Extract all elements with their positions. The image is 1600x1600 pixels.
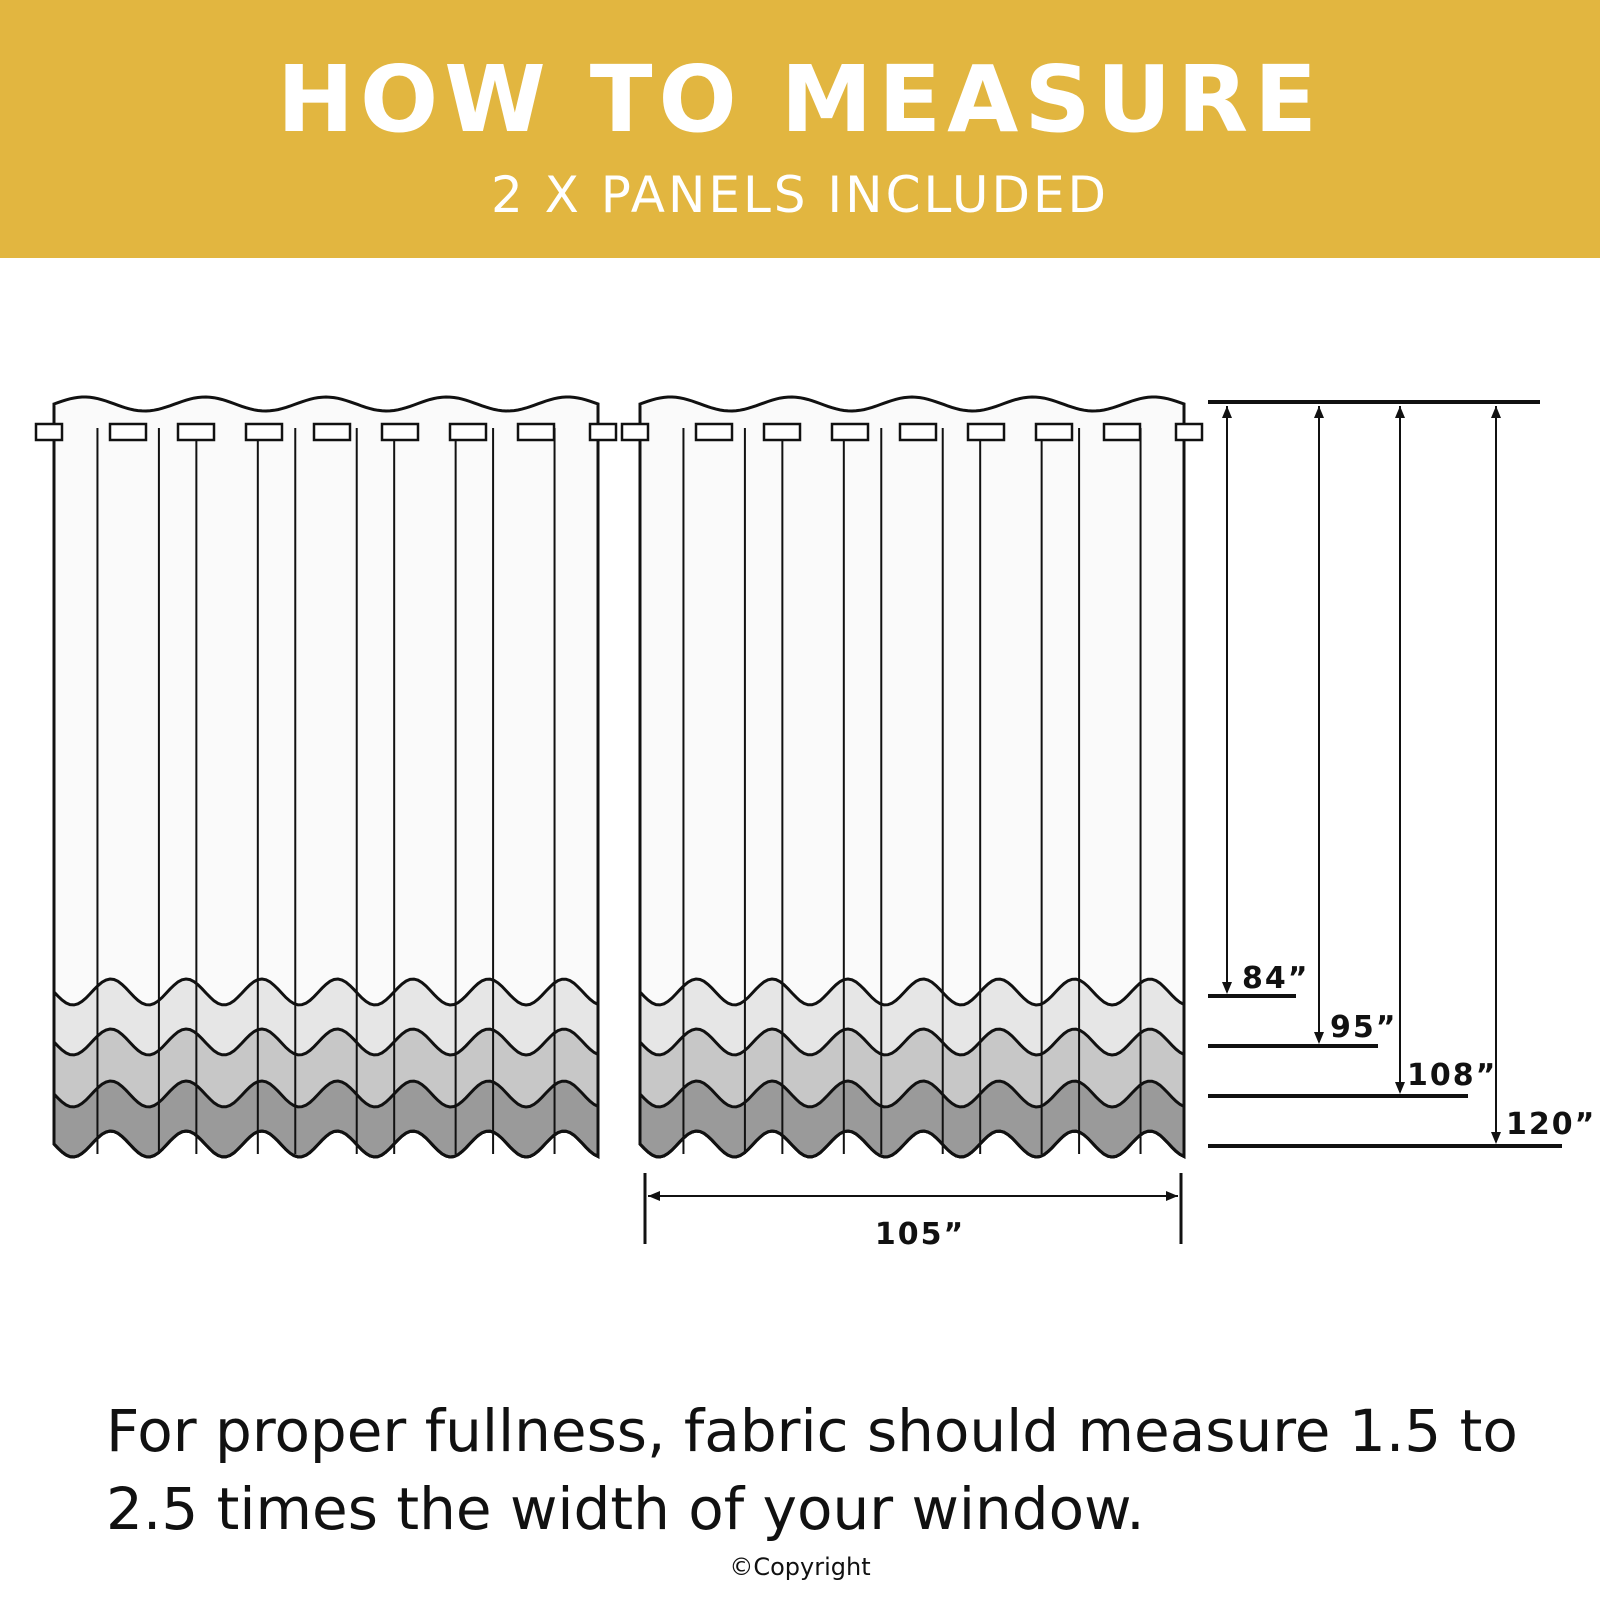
length-arrowhead-top xyxy=(1491,406,1501,418)
grommet-icon xyxy=(178,424,214,440)
grommet-icon xyxy=(314,424,350,440)
length-label-95: 95” xyxy=(1330,1010,1398,1045)
width-label: 105” xyxy=(874,1217,966,1252)
header-banner xyxy=(0,0,1600,258)
grommet-icon xyxy=(382,424,418,440)
grommet-icon xyxy=(518,424,554,440)
width-arrowhead-right xyxy=(1166,1191,1178,1201)
page-title: HOW TO MEASURE xyxy=(277,46,1323,153)
length-arrowhead-bottom xyxy=(1222,982,1232,994)
length-arrowhead-top xyxy=(1314,406,1324,418)
grommet-icon xyxy=(36,424,62,440)
grommet-icon xyxy=(832,424,868,440)
width-arrowhead-left xyxy=(648,1191,660,1201)
length-arrowhead-bottom xyxy=(1395,1082,1405,1094)
grommet-icon xyxy=(1176,424,1202,440)
grommet-icon xyxy=(764,424,800,440)
grommet-icon xyxy=(1104,424,1140,440)
length-label-84: 84” xyxy=(1242,961,1310,996)
length-label-120: 120” xyxy=(1506,1107,1597,1142)
length-arrowhead-bottom xyxy=(1491,1132,1501,1144)
length-arrowhead-top xyxy=(1222,406,1232,418)
curtain-panel-right xyxy=(622,397,1202,1157)
length-arrowhead-top xyxy=(1395,406,1405,418)
grommet-icon xyxy=(450,424,486,440)
width-dimension xyxy=(645,1173,1181,1252)
grommet-icon xyxy=(696,424,732,440)
measurement-diagram xyxy=(0,258,1600,1358)
fullness-note: For proper fullness, fabric should measure 1.5 to 2.5 times the width of your window. xyxy=(106,1397,1518,1543)
grommet-icon xyxy=(622,424,648,440)
grommet-icon xyxy=(590,424,616,440)
length-arrowhead-bottom xyxy=(1314,1032,1324,1044)
page-subtitle: 2 X PANELS INCLUDED xyxy=(490,166,1110,224)
grommet-icon xyxy=(1036,424,1072,440)
grommet-icon xyxy=(968,424,1004,440)
length-label-108: 108” xyxy=(1407,1058,1498,1093)
copyright-text: ©Copyright xyxy=(729,1553,871,1581)
grommet-icon xyxy=(110,424,146,440)
grommet-icon xyxy=(246,424,282,440)
curtain-panel-left xyxy=(36,397,616,1157)
grommet-icon xyxy=(900,424,936,440)
